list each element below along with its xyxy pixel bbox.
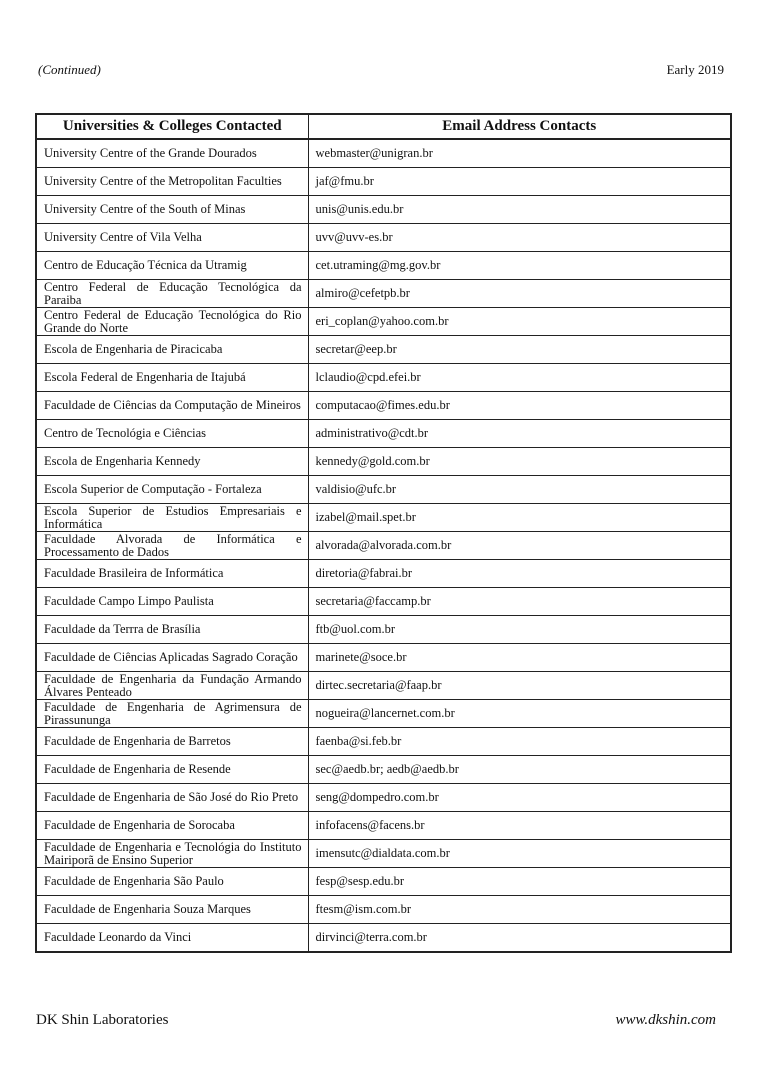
- table-row: [36, 784, 731, 812]
- email-cell: almiro@cefetpb.br: [308, 280, 731, 308]
- column-header-institution: Universities & Colleges Contacted: [36, 114, 308, 139]
- email-cell: nogueira@lancernet.com.br: [308, 700, 731, 728]
- email-cell: jaf@fmu.br: [308, 168, 731, 196]
- table-row: [36, 924, 731, 953]
- institution-cell: Escola de Engenharia Kennedy: [36, 448, 308, 476]
- email-cell: dirtec.secretaria@faap.br: [308, 672, 731, 700]
- institution-cell: Centro Federal de Educação Tecnológica do Rio Grande do Norte: [36, 308, 308, 336]
- email-cell: lclaudio@cpd.efei.br: [308, 364, 731, 392]
- institution-cell: Faculdade de Engenharia São Paulo: [36, 868, 308, 896]
- email-cell: computacao@fimes.edu.br: [308, 392, 731, 420]
- table-row: [36, 756, 731, 784]
- footer-organization: DK Shin Laboratories: [36, 1012, 169, 1028]
- institution-cell: Faculdade de Engenharia Souza Marques: [36, 896, 308, 924]
- institution-cell: Escola de Engenharia de Piracicaba: [36, 336, 308, 364]
- table-row: [36, 616, 731, 644]
- table-row: [36, 308, 731, 336]
- institution-cell: Faculdade de Engenharia de Resende: [36, 756, 308, 784]
- institution-cell: Faculdade da Terrra de Brasília: [36, 616, 308, 644]
- email-cell: dirvinci@terra.com.br: [308, 924, 731, 953]
- table-row: [36, 252, 731, 280]
- institution-cell: University Centre of the Metropolitan Faculties: [36, 168, 308, 196]
- table-row: [36, 196, 731, 224]
- institution-cell: Centro de Educação Técnica da Utramig: [36, 252, 308, 280]
- email-cell: alvorada@alvorada.com.br: [308, 532, 731, 560]
- institution-cell: Faculdade de Ciências Aplicadas Sagrado Coração: [36, 644, 308, 672]
- email-cell: faenba@si.feb.br: [308, 728, 731, 756]
- table-row: [36, 420, 731, 448]
- email-cell: diretoria@fabrai.br: [308, 560, 731, 588]
- table-row: [36, 224, 731, 252]
- institution-cell: Faculdade de Engenharia de Sorocaba: [36, 812, 308, 840]
- table-row: [36, 868, 731, 896]
- email-cell: imensutc@dialdata.com.br: [308, 840, 731, 868]
- institution-cell: Escola Federal de Engenharia de Itajubá: [36, 364, 308, 392]
- email-cell: kennedy@gold.com.br: [308, 448, 731, 476]
- institution-cell: Faculdade de Engenharia da Fundação Armando Álvares Penteado: [36, 672, 308, 700]
- institution-cell: Faculdade de Engenharia de Agrimensura de Pirassununga: [36, 700, 308, 728]
- institution-cell: Centro Federal de Educação Tecnológica da Paraiba: [36, 280, 308, 308]
- institution-cell: Faculdade Leonardo da Vinci: [36, 924, 308, 953]
- table-row: [36, 168, 731, 196]
- contacts-table: [35, 113, 732, 953]
- institution-cell: Faculdade Alvorada de Informática e Processamento de Dados: [36, 532, 308, 560]
- email-cell: izabel@mail.spet.br: [308, 504, 731, 532]
- email-cell: eri_coplan@yahoo.com.br: [308, 308, 731, 336]
- table-row: [36, 840, 731, 868]
- email-cell: secretaria@faccamp.br: [308, 588, 731, 616]
- table-row: [36, 644, 731, 672]
- email-cell: marinete@soce.br: [308, 644, 731, 672]
- email-cell: webmaster@unigran.br: [308, 139, 731, 168]
- institution-cell: Escola Superior de Estudios Empresariais e Informática: [36, 504, 308, 532]
- continued-label: (Continued): [38, 62, 101, 77]
- institution-cell: Faculdade Campo Limpo Paulista: [36, 588, 308, 616]
- institution-cell: University Centre of Vila Velha: [36, 224, 308, 252]
- table-row: [36, 588, 731, 616]
- table-row: [36, 560, 731, 588]
- institution-cell: Faculdade de Ciências da Computação de Mineiros: [36, 392, 308, 420]
- table-row: [36, 896, 731, 924]
- email-cell: sec@aedb.br; aedb@aedb.br: [308, 756, 731, 784]
- institution-cell: Faculdade de Engenharia de Barretos: [36, 728, 308, 756]
- institution-cell: University Centre of the Grande Dourados: [36, 139, 308, 168]
- table-row: [36, 392, 731, 420]
- table-row: [36, 280, 731, 308]
- email-cell: ftesm@ism.com.br: [308, 896, 731, 924]
- table-row: [36, 672, 731, 700]
- institution-cell: Faculdade de Engenharia e Tecnológia do Instituto Mairiporã de Ensino Superior: [36, 840, 308, 868]
- table-row: [36, 728, 731, 756]
- column-header-email: Email Address Contacts: [308, 114, 731, 139]
- email-cell: unis@unis.edu.br: [308, 196, 731, 224]
- table-row: [36, 812, 731, 840]
- email-cell: fesp@sesp.edu.br: [308, 868, 731, 896]
- institution-cell: Centro de Tecnológia e Ciências: [36, 420, 308, 448]
- email-cell: secretar@eep.br: [308, 336, 731, 364]
- table-row: [36, 336, 731, 364]
- email-cell: valdisio@ufc.br: [308, 476, 731, 504]
- institution-cell: Faculdade de Engenharia de São José do Rio Preto: [36, 784, 308, 812]
- institution-cell: Escola Superior de Computação - Fortaleza: [36, 476, 308, 504]
- footer-url: www.dkshin.com: [615, 1012, 716, 1028]
- date-label: Early 2019: [666, 62, 724, 77]
- table-row: [36, 504, 731, 532]
- email-cell: cet.utraming@mg.gov.br: [308, 252, 731, 280]
- table-row: [36, 700, 731, 728]
- email-cell: ftb@uol.com.br: [308, 616, 731, 644]
- table-row: [36, 364, 731, 392]
- table-row: [36, 448, 731, 476]
- table-row: [36, 139, 731, 168]
- institution-cell: Faculdade Brasileira de Informática: [36, 560, 308, 588]
- table-row: [36, 476, 731, 504]
- table-row: [36, 532, 731, 560]
- email-cell: administrativo@cdt.br: [308, 420, 731, 448]
- email-cell: uvv@uvv-es.br: [308, 224, 731, 252]
- table-header-row: [36, 114, 731, 139]
- institution-cell: University Centre of the South of Minas: [36, 196, 308, 224]
- email-cell: seng@dompedro.com.br: [308, 784, 731, 812]
- email-cell: infofacens@facens.br: [308, 812, 731, 840]
